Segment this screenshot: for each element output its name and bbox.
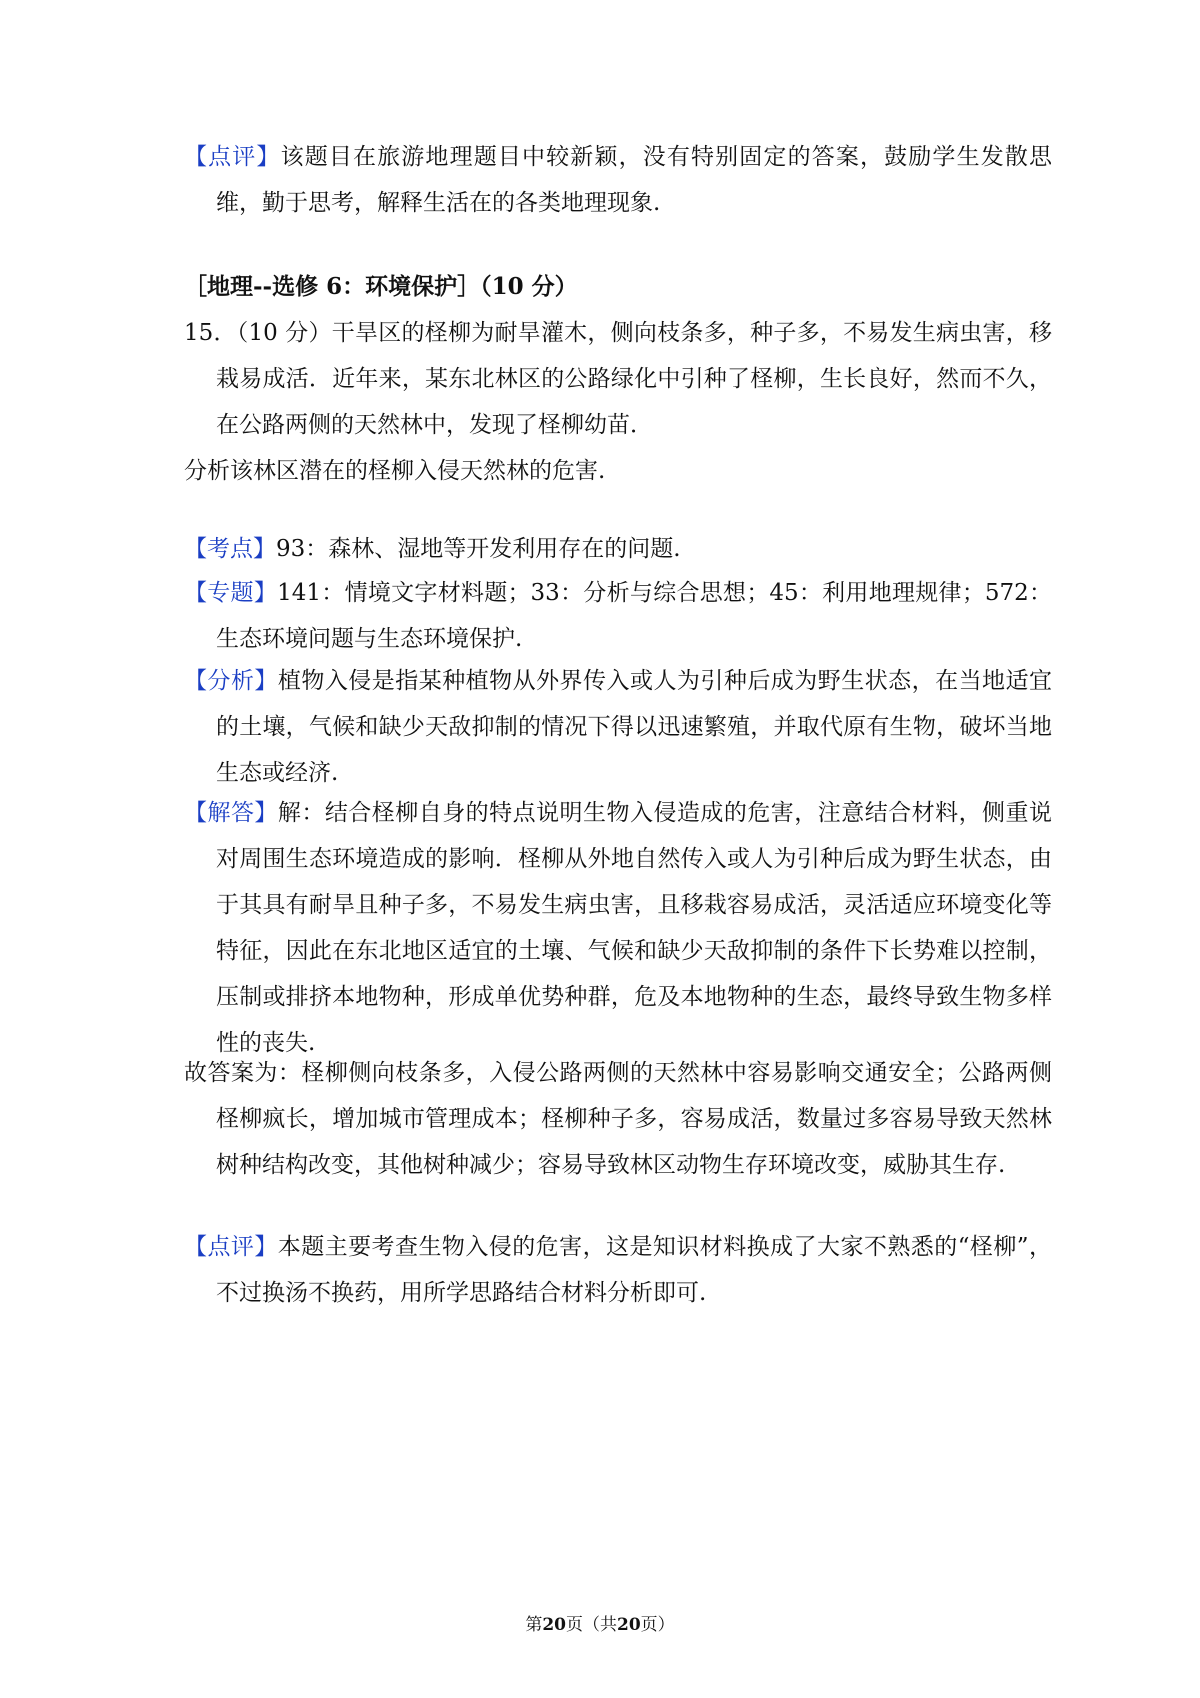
fenxi-text: 植物入侵是指某种植物从外界传入或人为引种后成为野生状态，在当地适宜的土壤，气候和缺少天敌抑制的情况下得以迅速繁殖，并取代原有生物，破坏当地生态或经济. (216, 668, 1053, 786)
footer-total-pages: 20 (617, 1615, 641, 1635)
footer-mid: 页（共 (566, 1615, 617, 1635)
kaodian-text: 93：森林、湿地等开发利用存在的问题. (276, 536, 681, 562)
jieda-text: 解：结合柽柳自身的特点说明生物入侵造成的危害，注意结合材料，侧重说对周围生态环境造成的影响．柽柳从外地自然传入或人为引种后成为野生状态，由于其具有耐旱且种子多，不易发生病虫害，且移栽容易成活，灵活适应环境变化等特征，因此在东北地区适宜的土壤、气候和缺少天敌抑制的条件下长势难以控制，压制或排挤本地物种，形成单优势种群，危及本地物种的生态，最终导致生物多样性的丧失. (216, 800, 1053, 1056)
zhuanti-text: 141：情境文字材料题；33：分析与综合思想；45：利用地理规律；572：生态环境问题与生态环境保护. (216, 580, 1052, 652)
answer-paragraph: 故答案为：柽柳侧向枝条多，入侵公路两侧的天然林中容易影响交通安全；公路两侧柽柳疯长，增加城市管理成本；柽柳种子多，容易成活，数量过多容易导致天然林树种结构改变，其他树种减少；容易导致林区动物生存环境改变，威胁其生存. (184, 1060, 1052, 1178)
question-15-stem: 15．（10 分）干旱区的柽柳为耐旱灌木，侧向枝条多，种子多，不易发生病虫害，移栽易成活．近年来，某东北林区的公路绿化中引种了柽柳，生长良好，然而不久，在公路两侧的天然林中，发现了柽柳幼苗． (184, 320, 1052, 438)
section-heading: ［地理--选修 6：环境保护］（10 分） (184, 273, 578, 300)
jieda-paragraph (184, 790, 1052, 1066)
question-15-prompt: 分析该林区潜在的柽柳入侵天然林的危害. (184, 458, 606, 484)
page-footer (0, 1614, 1200, 1636)
previous-review-paragraph (184, 134, 1052, 226)
dianping-paragraph (184, 1224, 1052, 1316)
zhuanti-tag: 【专题】 (184, 580, 278, 606)
dianping-text: 本题主要考查生物入侵的危害，这是知识材料换成了大家不熟悉的“柽柳”，不过换汤不换药，用所学思路结合材料分析即可. (216, 1234, 1052, 1306)
zhuanti-paragraph (184, 570, 1052, 662)
kaodian-tag: 【考点】 (184, 536, 276, 562)
footer-suffix: 页） (640, 1615, 675, 1635)
review-text: 该题目在旅游地理题目中较新颖，没有特别固定的答案，鼓励学生发散思维，勤于思考，解释生活在的各类地理现象. (216, 144, 1053, 216)
footer-prefix: 第 (525, 1615, 543, 1635)
jieda-tag: 【解答】 (184, 800, 278, 826)
footer-page-number: 20 (542, 1615, 566, 1635)
dianping-tag: 【点评】 (184, 1234, 278, 1260)
fenxi-tag: 【分析】 (184, 668, 278, 694)
review-tag: 【点评】 (184, 144, 281, 170)
kaodian-paragraph (184, 526, 1052, 572)
fenxi-paragraph (184, 658, 1052, 796)
